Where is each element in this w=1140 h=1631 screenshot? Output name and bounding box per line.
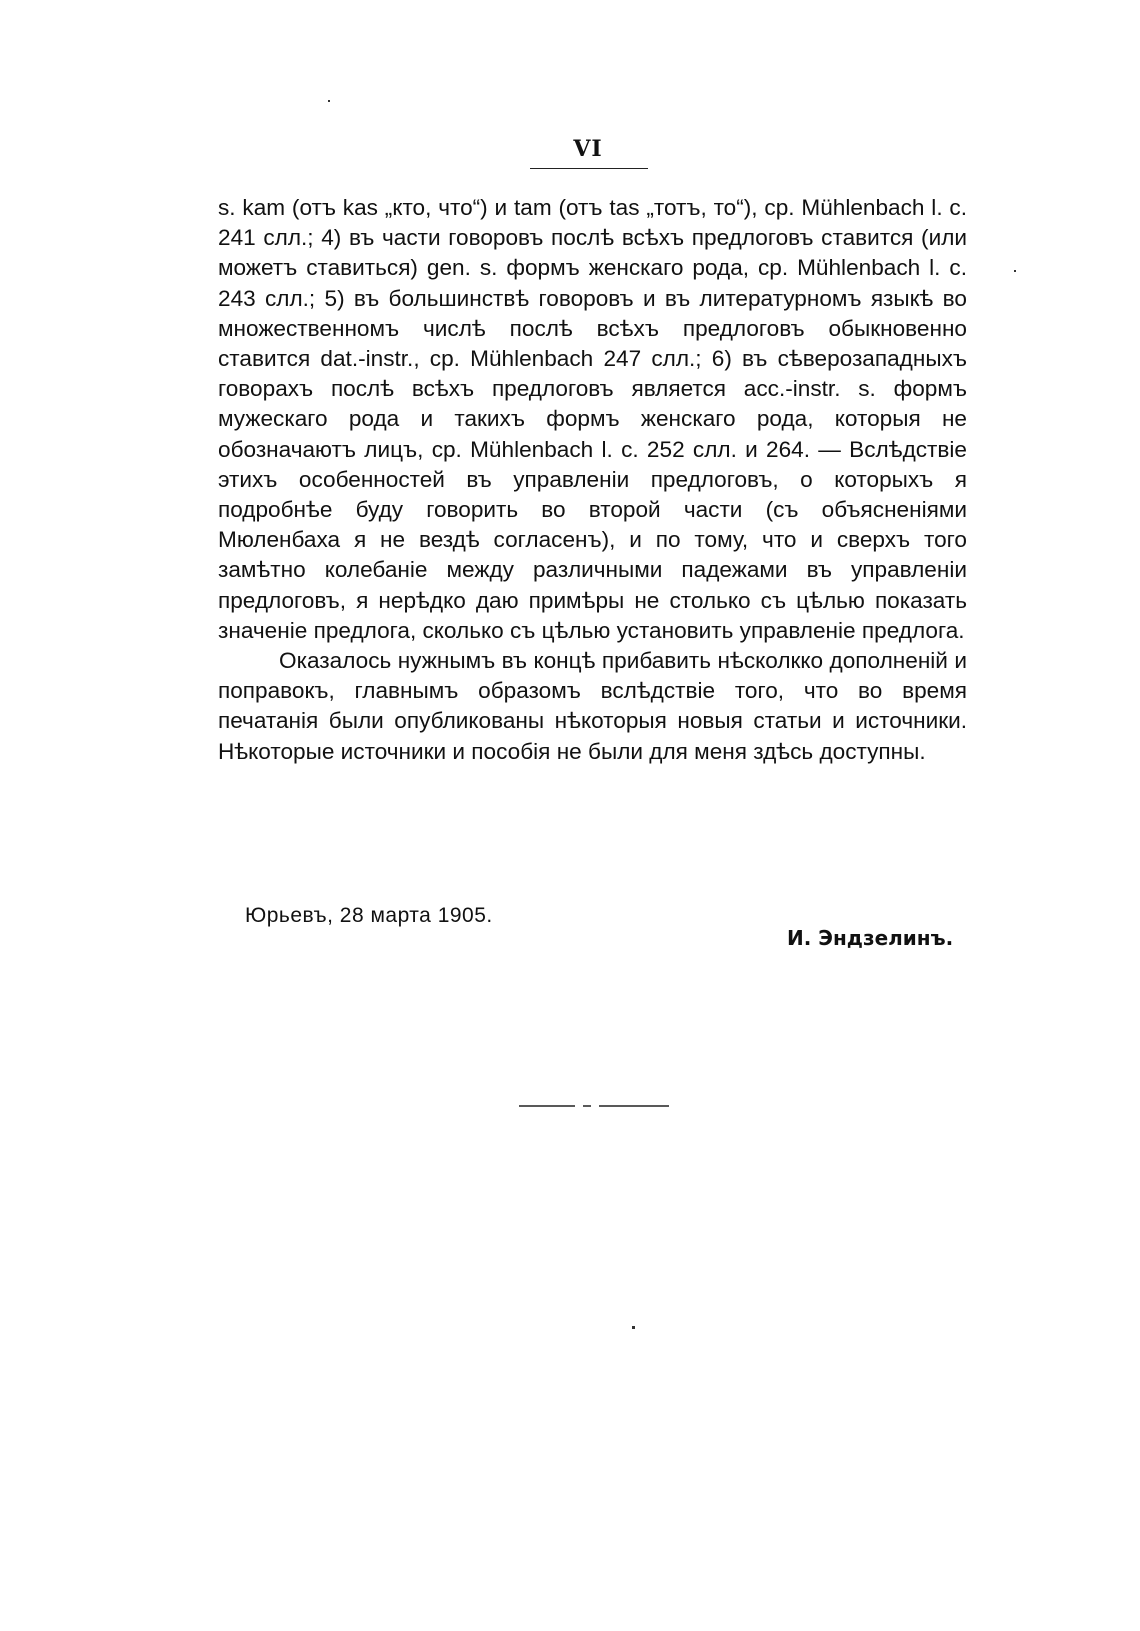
body-text [218, 193, 967, 767]
speck-mark [328, 100, 330, 102]
page-number: VI [573, 136, 603, 162]
speck-mark [632, 1326, 635, 1329]
dateline: Юрьевъ, 28 марта 1905. [245, 904, 493, 927]
header-rule [530, 168, 648, 169]
signature: И. Эндзелинъ. [787, 926, 954, 950]
speck-mark [1014, 270, 1016, 272]
paragraph-2: Оказалось нужнымъ въ концѣ прибавить нѣсколкко дополненій и поправокъ, главнымъ образомъ вслѣдствіе того, что во время печатанія были опубликованы нѣкоторыя новыя статьи и источники. Нѣкоторые источники и пособія не были для меня здѣсь доступны. [218, 648, 967, 764]
paragraph-1: s. kam (отъ kas „кто, что“) и tam (отъ tas „тотъ, то“), ср. Mühlenbach l. c. 241 слл.; 4) въ части говоровъ послѣ всѣхъ предлоговъ ставится (или можетъ ставиться) gen. s. формъ женскаго рода, ср. Mühlenbach l. c. 243 слл.; 5) въ большинствѣ говоровъ и въ литературномъ языкѣ во множественномъ числѣ послѣ всѣхъ предлоговъ обыкновенно ставится dat.-instr., ср. Mühlenbach 247 слл.; 6) въ сѣверозападныхъ говорахъ послѣ всѣхъ предлоговъ является acc.-instr. s. формъ мужескаго рода и такихъ формъ женскаго рода, которыя не обозначаютъ лицъ, ср. Mühlenbach l. c. 252 слл. и 264. — Вслѣдствіе этихъ особенностей въ управленіи предлоговъ, о которыхъ я подробнѣе буду говорить во второй части (съ объясненіями Мюленбаха я не вездѣ согласенъ), и по тому, что и сверхъ того замѣтно колебаніе между различными падежами въ управленіи предлоговъ, я нерѣдко даю примѣры не столько съ цѣлью показать значеніе предлога, сколько съ цѣлью установить управленіе предлога. [218, 195, 967, 643]
end-ornament-rule [519, 1105, 669, 1107]
